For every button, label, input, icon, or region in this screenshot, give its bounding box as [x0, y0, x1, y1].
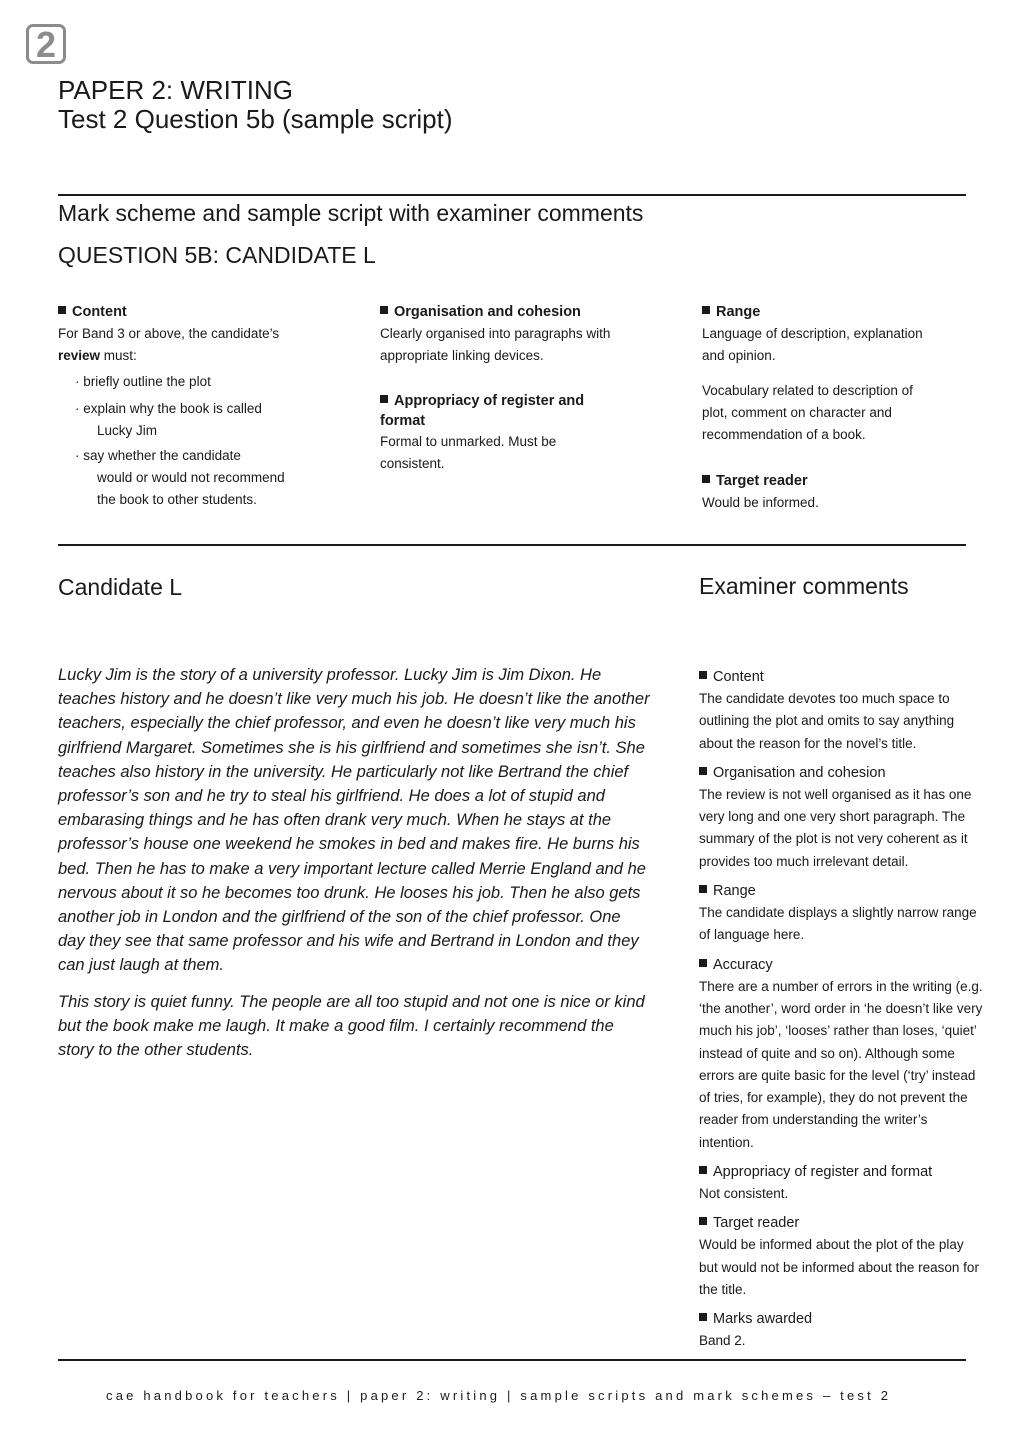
comment-organisation: Organisation and cohesion The review is not well organised as it has one very long and one very short paragraph. The summary of the plot is not very coherent as it provides too much irrelevant detail. [699, 764, 972, 869]
square-bullet-icon [380, 395, 388, 403]
examiner-heading: Examiner comments [699, 573, 909, 599]
question-heading: QUESTION 5B: CANDIDATE L [58, 242, 376, 268]
script-paragraph-2: This story is quiet funny. The people are all too stupid and not one is nice or kind but the book make me laugh. It make a good film. I certainly recommend the story to the other students. [58, 992, 645, 1060]
page-footer: cae handbook for teachers | paper 2: writing | sample scripts and mark schemes – test 2 [106, 1388, 892, 1403]
mark-scheme-range [702, 301, 982, 514]
paper-title: PAPER 2: WRITING [58, 75, 293, 105]
square-bullet-icon [699, 1313, 707, 1321]
divider-top [58, 194, 966, 196]
range-text-line5: recommendation of a book. [702, 427, 866, 442]
comment-target-reader: Target reader Would be informed about the plot of the play but would not be informed about the reason for the title. [699, 1215, 979, 1297]
square-bullet-icon [699, 885, 707, 893]
square-bullet-icon [380, 306, 388, 314]
range-text-line3: Vocabulary related to description of [702, 383, 913, 398]
test-title: Test 2 Question 5b (sample script) [58, 104, 453, 134]
mark-scheme-heading: Mark scheme and sample script with examiner comments [58, 200, 644, 226]
target-heading: Target reader [702, 470, 982, 492]
divider-bottom [58, 1359, 966, 1361]
candidate-heading: Candidate L [58, 574, 183, 600]
content-intro-line2: review must: [58, 348, 137, 363]
content-point-plot: · briefly outline the plot [75, 374, 211, 389]
range-text-line2: and opinion. [702, 348, 776, 363]
square-bullet-icon [699, 959, 707, 967]
comment-content: Content The candidate devotes too much space to outlining the plot and omits to say anything about the reason for the novel’s title. [699, 669, 955, 751]
content-point-recommend: · say whether the candidate would or would not recommend the book to other students. [75, 448, 285, 507]
square-bullet-icon [699, 1166, 707, 1174]
content-point-title: · explain why the book is called Lucky Jim [75, 401, 262, 438]
candidate-script [58, 663, 650, 1074]
target-text: Would be informed. [702, 495, 819, 510]
square-bullet-icon [702, 475, 710, 483]
comment-appropriacy: Appropriacy of register and format Not consistent. [699, 1164, 933, 1202]
range-heading: Range [702, 301, 982, 323]
appropriacy-heading: Appropriacy of register and [380, 391, 680, 411]
organisation-heading: Organisation and cohesion [380, 301, 680, 323]
comment-accuracy: Accuracy There are a number of errors in the writing (e.g. ‘the another’, word order in ‘he doesn’t like very much his job’, ‘looses’ rather than loses, ‘quiet’ instead of quite and so on). Although some errors are quite basic for the level (‘try’ instead of tries, for example), they do not prevent the reader from understanding the writer’s intention. [699, 956, 983, 1150]
square-bullet-icon [702, 306, 710, 314]
appropriacy-text-line1: Formal to unmarked. Must be [380, 434, 557, 449]
appropriacy-text-line2: consistent. [380, 456, 445, 471]
examiner-comments [699, 666, 984, 1360]
square-bullet-icon [699, 767, 707, 775]
organisation-text-line2: appropriate linking devices. [380, 348, 544, 363]
square-bullet-icon [699, 1217, 707, 1225]
script-paragraph-1: Lucky Jim is the story of a university professor. Lucky Jim is Jim Dixon. He teaches history and he doesn’t like very much his job. He doesn’t like the another teachers, especially the chief professor, and even he doesn’t like very much his girlfriend Margaret. Sometimes she is his girlfriend and sometimes she isn’t. She teaches also history in the university. He particularly not like Bertrand the chief professor’s son and he try to steal his girlfriend. He does a lot of stupid and embarasing things and he has often drank very much. When he stays at the professor’s house one weekend he smokes in bed and makes fire. He burns his bed. Then he has to make a very important lecture called Merrie England and he nervous about it so he becomes too drunk. He looses his job. Then he also gets another job in London and the girlfriend of the son of the chief professor. One day they see that same professor and his wife and Bertrand in London and they can just laugh at them. [58, 666, 650, 975]
divider-middle [58, 544, 966, 546]
organisation-text-line1: Clearly organised into paragraphs with [380, 326, 611, 341]
mark-scheme-organisation [380, 301, 680, 475]
square-bullet-icon [58, 306, 66, 314]
appropriacy-heading-line2: format [380, 413, 426, 429]
content-intro-line1: For Band 3 or above, the candidate’s [58, 326, 280, 341]
range-text-line1: Language of description, explanation [702, 326, 923, 341]
comment-range: Range The candidate displays a slightly narrow range of language here. [699, 883, 977, 943]
square-bullet-icon [699, 671, 707, 679]
paper-number-badge: 2 [26, 24, 66, 64]
comment-marks-awarded: Marks awarded Band 2. [699, 1311, 813, 1349]
content-heading: Content [58, 301, 358, 323]
mark-scheme-content [58, 301, 358, 511]
range-text-line4: plot, comment on character and [702, 405, 892, 420]
